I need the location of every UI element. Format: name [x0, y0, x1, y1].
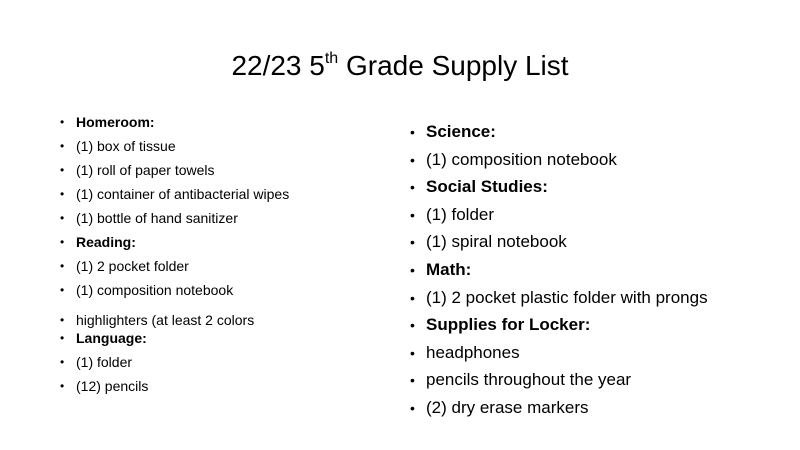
bullet-icon: •	[60, 163, 65, 177]
list-item	[60, 351, 390, 375]
list-item-text: Social Studies:	[426, 177, 548, 197]
bullet-icon: •	[410, 124, 415, 140]
list-item-text: (1) roll of paper towels	[76, 162, 215, 178]
bullet-icon: •	[60, 187, 65, 201]
list-item-text: (1) composition notebook	[426, 149, 617, 169]
bullet-icon: •	[410, 206, 415, 223]
right-supply-list	[410, 119, 790, 423]
bullet-icon: •	[410, 179, 415, 196]
list-item-text: (1) bottle of hand sanitizer	[76, 210, 238, 226]
list-heading	[410, 119, 790, 147]
bullet-icon: •	[60, 211, 65, 225]
list-item	[60, 309, 390, 327]
bullet-icon: •	[410, 344, 415, 361]
list-item	[410, 147, 790, 175]
bullet-icon: •	[60, 139, 65, 153]
list-item	[60, 159, 390, 183]
list-heading	[410, 257, 790, 285]
list-item	[60, 279, 390, 303]
list-item-text: (1) container of antibacterial wipes	[76, 186, 290, 202]
list-item	[410, 229, 790, 257]
list-item	[60, 207, 390, 231]
list-item-text: (1) composition notebook	[76, 282, 234, 298]
bullet-icon: •	[60, 313, 65, 327]
list-item	[410, 340, 790, 368]
list-heading	[60, 111, 390, 135]
list-item-text: (2) dry erase markers	[426, 397, 589, 417]
bullet-icon: •	[60, 235, 65, 249]
bullet-icon: •	[410, 399, 415, 416]
bullet-icon: •	[60, 355, 65, 369]
bullet-icon: •	[60, 115, 65, 129]
list-item-text: pencils throughout the year	[426, 370, 632, 390]
list-item	[410, 395, 790, 423]
list-item	[60, 183, 390, 207]
list-item	[60, 255, 390, 279]
list-heading	[60, 327, 390, 351]
list-item-text: Math:	[426, 259, 472, 279]
bullet-icon: •	[60, 331, 65, 345]
list-heading	[410, 312, 790, 340]
bullet-icon: •	[60, 283, 65, 297]
bullet-icon: •	[410, 289, 415, 306]
list-item-text: (1) spiral notebook	[426, 232, 567, 252]
list-item-text: (1) 2 pocket folder	[76, 258, 189, 274]
slide-title	[0, 46, 800, 86]
left-supply-list	[60, 111, 390, 399]
list-item-text: (1) 2 pocket plastic folder with prongs	[426, 287, 708, 307]
bullet-icon: •	[410, 234, 415, 251]
bullet-icon: •	[410, 151, 415, 168]
bullet-icon: •	[410, 317, 415, 334]
list-item	[410, 367, 790, 395]
list-item-text: Reading:	[76, 234, 136, 250]
list-item	[410, 285, 790, 313]
bullet-icon: •	[410, 261, 415, 278]
list-item-text: Supplies for Locker:	[426, 315, 591, 335]
list-item-text: (1) folder	[76, 354, 133, 370]
bullet-icon: •	[60, 259, 65, 273]
title-suffix: Grade Supply List	[338, 50, 569, 81]
list-item-text: Homeroom:	[76, 114, 155, 130]
list-item	[60, 375, 390, 399]
bullet-icon: •	[60, 379, 65, 393]
list-item	[410, 202, 790, 230]
list-item-text: (12) pencils	[76, 378, 149, 394]
list-heading	[410, 174, 790, 202]
bullet-icon: •	[410, 372, 415, 389]
list-item-text: Science:	[426, 122, 496, 141]
list-item-text: Language:	[76, 330, 147, 346]
list-item-text: headphones	[426, 342, 520, 362]
list-heading	[60, 231, 390, 255]
title-prefix: 22/23 5	[231, 50, 325, 81]
list-item-text: (1) folder	[426, 204, 495, 224]
list-item-text: (1) box of tissue	[76, 138, 176, 154]
list-item-text: highlighters (at least 2 colors	[76, 312, 255, 328]
title-superscript: th	[324, 50, 339, 67]
list-item	[60, 135, 390, 159]
